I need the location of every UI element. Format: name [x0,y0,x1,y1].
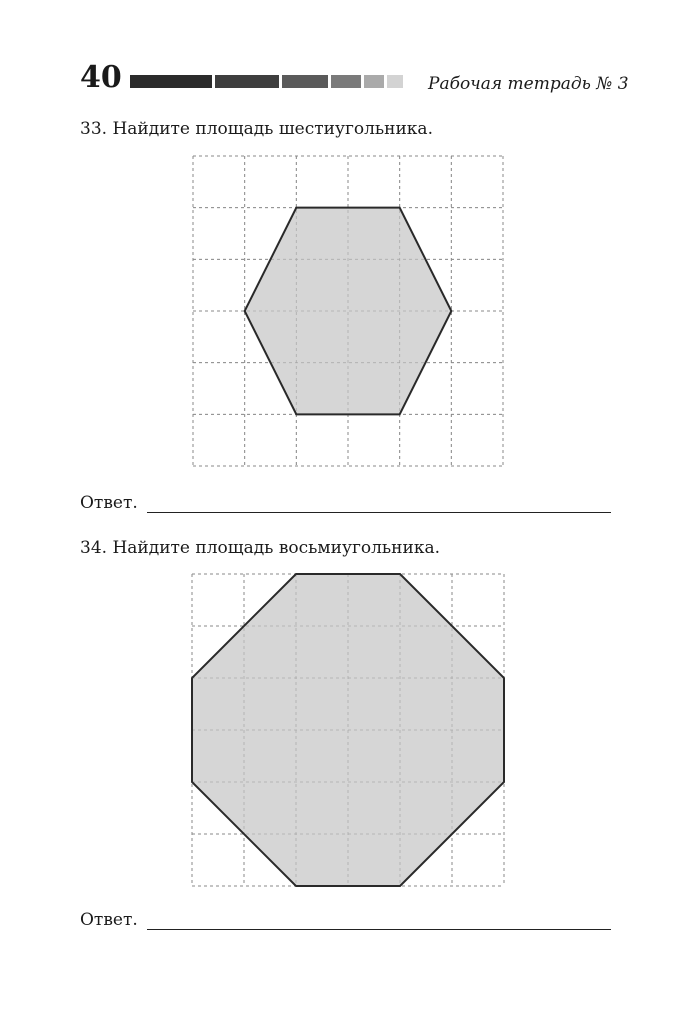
workbook-title: Рабочая тетрадь № 3 [428,74,629,94]
header-bar-segment-5 [364,75,384,88]
header-bar-segment-1 [130,75,212,88]
task-34-title: 34. Найдите площадь восьмиугольника. [80,538,440,558]
header-bar-segment-6 [387,75,403,88]
task-34-answer-field[interactable] [147,915,611,930]
task-34-answer-label: Ответ. [80,910,138,930]
task-33-answer-label: Ответ. [80,493,138,513]
hexagon-grid-figure [193,156,503,466]
hexagon-fill [245,208,452,415]
task-33-answer-field[interactable] [147,498,611,513]
task-33-title: 33. Найдите площадь шестиугольника. [80,119,433,139]
header-bar-segment-3 [282,75,328,88]
page-number: 40 [80,60,122,95]
header-bar-segment-2 [215,75,279,88]
octagon-grid-figure [192,574,504,886]
header-bar-segment-4 [331,75,361,88]
